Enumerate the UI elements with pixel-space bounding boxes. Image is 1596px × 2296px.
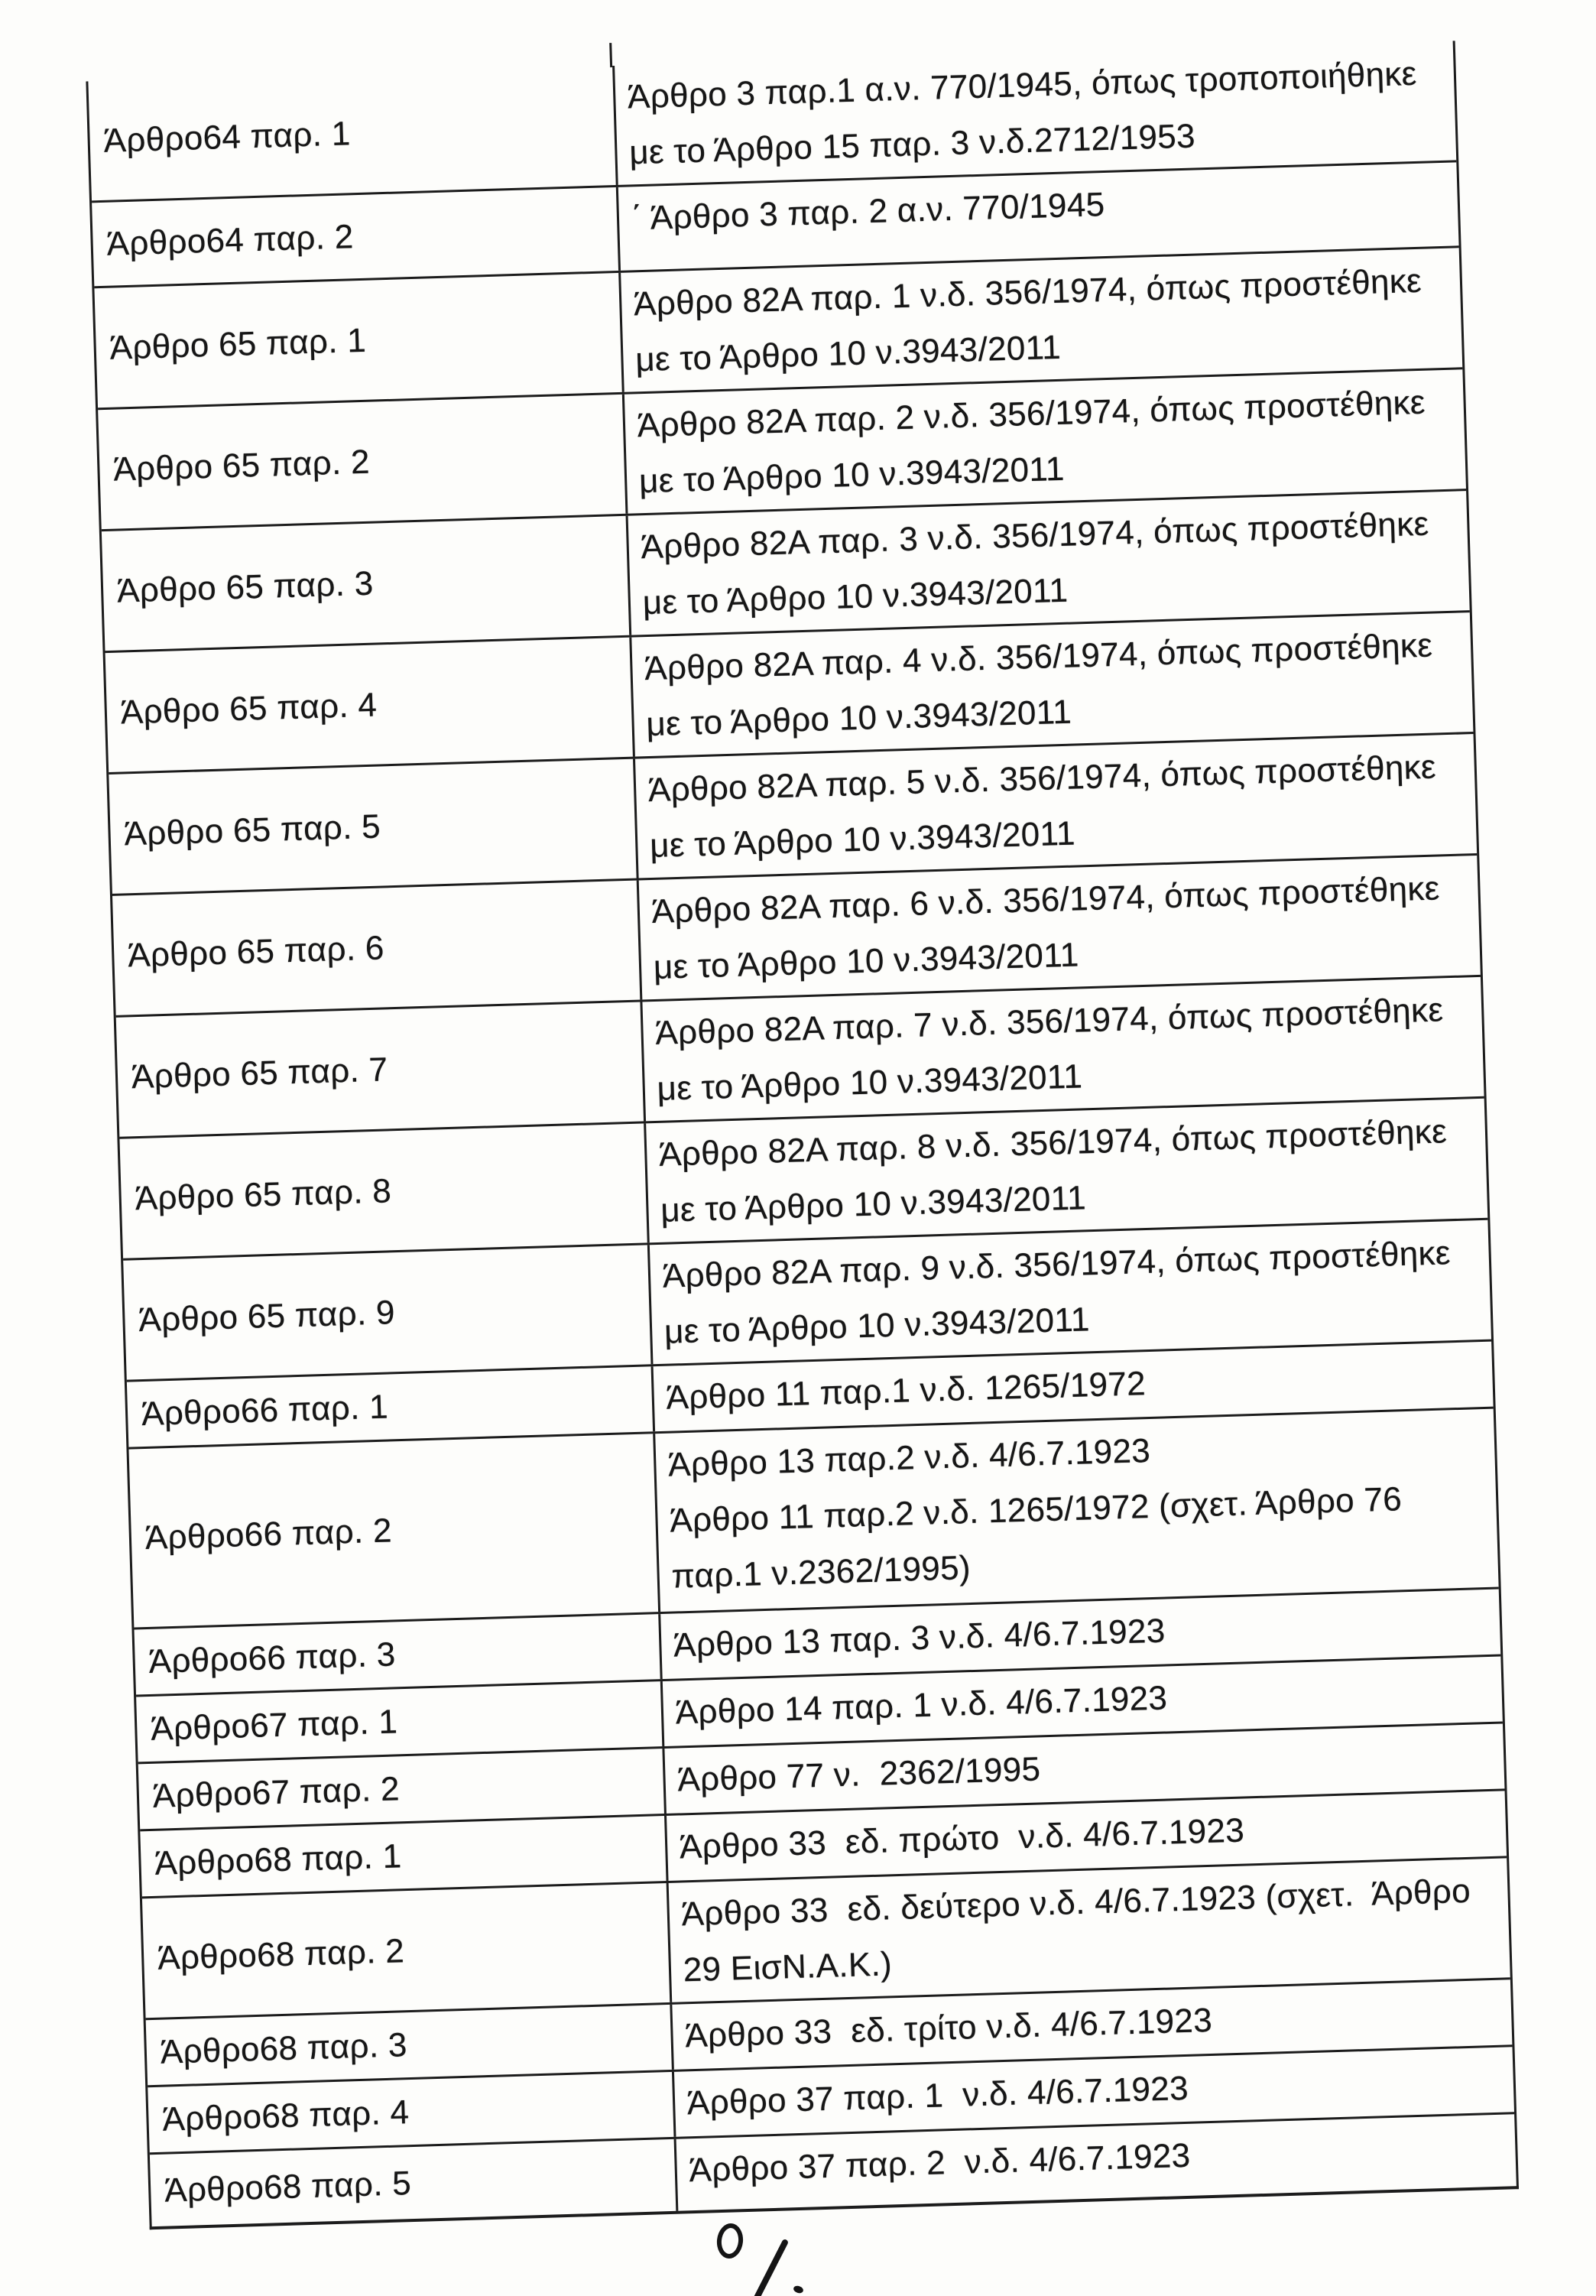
correspondence-table: [86, 41, 1519, 2229]
source-provision-line: Άρθρο 3 παρ.1 α.ν. 770/1945, όπως τροποποιήθηκε: [627, 54, 1418, 116]
article-cell: [94, 273, 621, 408]
article-label: Άρθρο 65 παρ. 3: [116, 564, 375, 610]
article-cell: [88, 66, 615, 200]
article-label: Άρθρο64 παρ. 1: [102, 114, 352, 160]
article-cell: [128, 1434, 657, 1627]
source-provision-cell: [618, 248, 1462, 392]
source-provision-line: Άρθρο 82Α παρ. 2 ν.δ. 356/1974, όπως προστέθηκε: [637, 383, 1426, 445]
article-label: Άρθρο64 παρ. 2: [105, 218, 355, 263]
source-provision-line: με το Άρθρο 15 παρ. 3 ν.δ.2712/1953: [628, 117, 1196, 172]
source-provision-cell: [633, 734, 1477, 878]
source-provision-line: Άρθρο 33 εδ. δεύτερο ν.δ. 4/6.7.1923 (σχετ. Άρθρο: [680, 1872, 1471, 1934]
source-provision-line: Άρθρο 82Α παρ. 5 ν.δ. 356/1974, όπως προστέθηκε: [647, 748, 1437, 810]
article-cell: [98, 395, 625, 529]
article-cell: [150, 2139, 676, 2226]
article-cell: [119, 1123, 647, 1258]
article-label: Άρθρο68 παρ. 2: [157, 1931, 405, 1977]
article-label: Άρθρο 65 παρ. 5: [123, 807, 381, 852]
source-provision-line: Άρθρο 37 παρ. 1 ν.δ. 4/6.7.1923: [686, 2069, 1189, 2122]
article-label: Άρθρο 65 παρ. 1: [109, 321, 367, 367]
handwritten-circle-mark: [715, 2222, 745, 2259]
article-cell: [92, 187, 618, 286]
source-provision-line: με το Άρθρο 10 ν.3943/2011: [653, 936, 1080, 986]
source-provision-line: με το Άρθρο 10 ν.3943/2011: [645, 693, 1072, 744]
source-provision-cell: [622, 369, 1466, 514]
source-provision-cell: [637, 856, 1481, 1000]
article-label: Άρθρο66 παρ. 3: [148, 1635, 397, 1681]
source-provision-line: Άρθρο 11 παρ.2 ν.δ. 1265/1972 (σχετ. Άρθρο 76: [669, 1480, 1403, 1540]
article-cell: [112, 881, 640, 1015]
source-provision-cell: [629, 612, 1473, 757]
article-label: Άρθρο 65 παρ. 8: [135, 1171, 392, 1217]
source-provision-cell: [644, 1099, 1487, 1243]
handwritten-dot-mark: [793, 2285, 804, 2294]
source-provision-line: Άρθρο 11 παρ.1 ν.δ. 1265/1972: [665, 1365, 1147, 1417]
source-provision-line: Άρθρο 33 εδ. πρώτο ν.δ. 4/6.7.1923: [679, 1811, 1245, 1866]
table-sheet: [86, 41, 1514, 2230]
source-provision-line: με το Άρθρο 10 ν.3943/2011: [642, 571, 1069, 622]
source-provision-line: με το Άρθρο 10 ν.3943/2011: [656, 1057, 1083, 1108]
article-label: Άρθρο 65 παρ. 4: [120, 686, 378, 731]
source-provision-line: Άρθρο 13 παρ.2 ν.δ. 4/6.7.1923: [667, 1431, 1151, 1484]
source-provision-line: Άρθρο 33 εδ. τρίτο ν.δ. 4/6.7.1923: [684, 2001, 1213, 2055]
column-divider-tail: [609, 43, 612, 67]
article-cell: [142, 1883, 670, 2018]
article-cell: [123, 1245, 650, 1379]
source-provision-line: Άρθρο 82Α παρ. 8 ν.δ. 356/1974, όπως προστέθηκε: [658, 1112, 1448, 1174]
source-provision-cell: [625, 491, 1469, 635]
source-provision-cell: [647, 1220, 1491, 1365]
source-provision-line: Άρθρο 13 παρ. 3 ν.δ. 4/6.7.1923: [673, 1612, 1166, 1664]
source-provision-line: Άρθρο 14 παρ. 1 ν.δ. 4/6.7.1923: [675, 1679, 1168, 1732]
source-provision-line: με το Άρθρο 10 ν.3943/2011: [660, 1179, 1087, 1229]
source-provision-line: με το Άρθρο 10 ν.3943/2011: [649, 814, 1076, 865]
source-provision-cell: [666, 1858, 1510, 2002]
source-provision-line: Άρθρο 77 ν. 2362/1995: [676, 1750, 1041, 1799]
source-provision-cell: [640, 977, 1484, 1122]
article-label: Άρθρο66 παρ. 2: [144, 1512, 393, 1557]
source-provision-line: με το Άρθρο 10 ν.3943/2011: [634, 328, 1062, 379]
article-cell: [105, 638, 633, 772]
article-cell: [102, 516, 629, 651]
source-provision-line: Άρθρο 82Α παρ. 1 ν.δ. 356/1974, όπως προστέθηκε: [633, 261, 1422, 323]
source-provision-line: Άρθρο 82Α παρ. 6 ν.δ. 356/1974, όπως προστέθηκε: [651, 869, 1441, 930]
source-provision-line: παρ.1 ν.2362/1995): [670, 1549, 972, 1596]
article-label: Άρθρο68 παρ. 3: [160, 2026, 408, 2071]
article-label: Άρθρο 65 παρ. 6: [127, 928, 385, 974]
article-label: Άρθρο67 παρ. 1: [150, 1703, 398, 1748]
source-provision-line: Άρθρο 82Α παρ. 4 ν.δ. 356/1974, όπως προστέθηκε: [644, 626, 1433, 688]
article-label: Άρθρο68 παρ. 5: [164, 2164, 412, 2210]
source-provision-line: Άρθρο 82Α παρ. 7 ν.δ. 356/1974, όπως προστέθηκε: [654, 991, 1444, 1052]
source-provision-line: Άρθρο 82Α παρ. 9 ν.δ. 356/1974, όπως προστέθηκε: [662, 1234, 1452, 1295]
article-label: Άρθρο 65 παρ. 7: [131, 1050, 389, 1096]
source-provision-line: Άρθρο 82Α παρ. 3 ν.δ. 356/1974, όπως προστέθηκε: [640, 505, 1430, 567]
source-provision-cell: [653, 1409, 1499, 1612]
article-label: Άρθρο 65 παρ. 2: [112, 443, 371, 489]
handwritten-slash-mark: [749, 2239, 790, 2296]
article-label: Άρθρο67 παρ. 2: [152, 1770, 401, 1815]
article-cell: [109, 759, 636, 894]
source-provision-line: 29 ΕισΝ.Α.Κ.): [683, 1945, 893, 1989]
source-provision-cell: [612, 41, 1456, 185]
article-label: Άρθρο66 παρ. 1: [141, 1388, 389, 1434]
article-cell: [116, 1002, 644, 1137]
article-label: Άρθρο68 παρ. 4: [161, 2093, 410, 2138]
article-label: Άρθρο 65 παρ. 9: [138, 1293, 396, 1339]
source-provision-line: με το Άρθρο 10 ν.3943/2011: [663, 1301, 1091, 1351]
source-provision-line: με το Άρθρο 10 ν.3943/2011: [638, 450, 1066, 501]
article-label: Άρθρο68 παρ. 1: [154, 1837, 403, 1882]
source-provision-line: ΄ Άρθρο 3 παρ. 2 α.ν. 770/1945: [631, 186, 1106, 238]
source-provision-line: Άρθρο 37 παρ. 2 ν.δ. 4/6.7.1923: [688, 2136, 1192, 2190]
